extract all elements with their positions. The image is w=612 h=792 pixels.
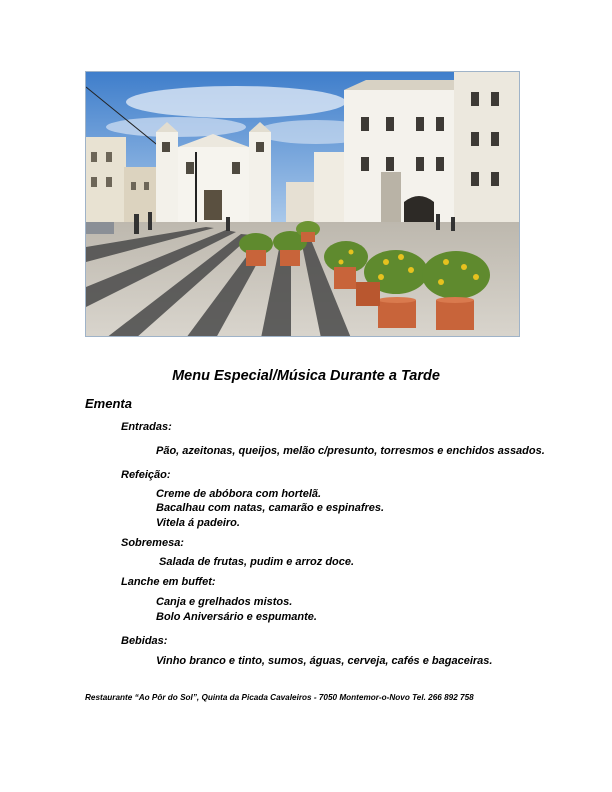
section-heading-ementa: Ementa (85, 396, 132, 411)
menu-item: Vinho branco e tinto, sumos, águas, cerveja, cafés e bagaceiras. (156, 655, 493, 667)
course-label-bebidas: Bebidas: (121, 635, 168, 647)
course-label-lanche: Lanche em buffet: (121, 576, 216, 588)
course-label-entradas: Entradas: (121, 421, 172, 433)
town-square-photo (85, 71, 520, 337)
course-label-sobremesa: Sobremesa: (121, 537, 184, 549)
menu-item: Salada de frutas, pudim e arroz doce. (156, 556, 355, 568)
menu-item: Bacalhau com natas, camarão e espinafres. (156, 502, 385, 514)
menu-item: Creme de abóbora com hortelã. (156, 488, 322, 500)
menu-item: Vitela á padeiro. (156, 517, 240, 529)
menu-title: Menu Especial/Música Durante a Tarde (172, 368, 440, 384)
menu-item: Bolo Aniversário e espumante. (156, 611, 317, 623)
menu-item: Canja e grelhados mistos. (156, 596, 293, 608)
course-label-refeicao: Refeição: (121, 469, 171, 481)
menu-item: Pão, azeitonas, queijos, melão c/presunto, torresmos e enchidos assados. (156, 445, 545, 457)
footer-address: Restaurante “Ao Pôr do Sol”, Quinta da Picada Cavaleiros - 7050 Montemor-o-Novo Tel. 266 892 758 (85, 693, 474, 702)
